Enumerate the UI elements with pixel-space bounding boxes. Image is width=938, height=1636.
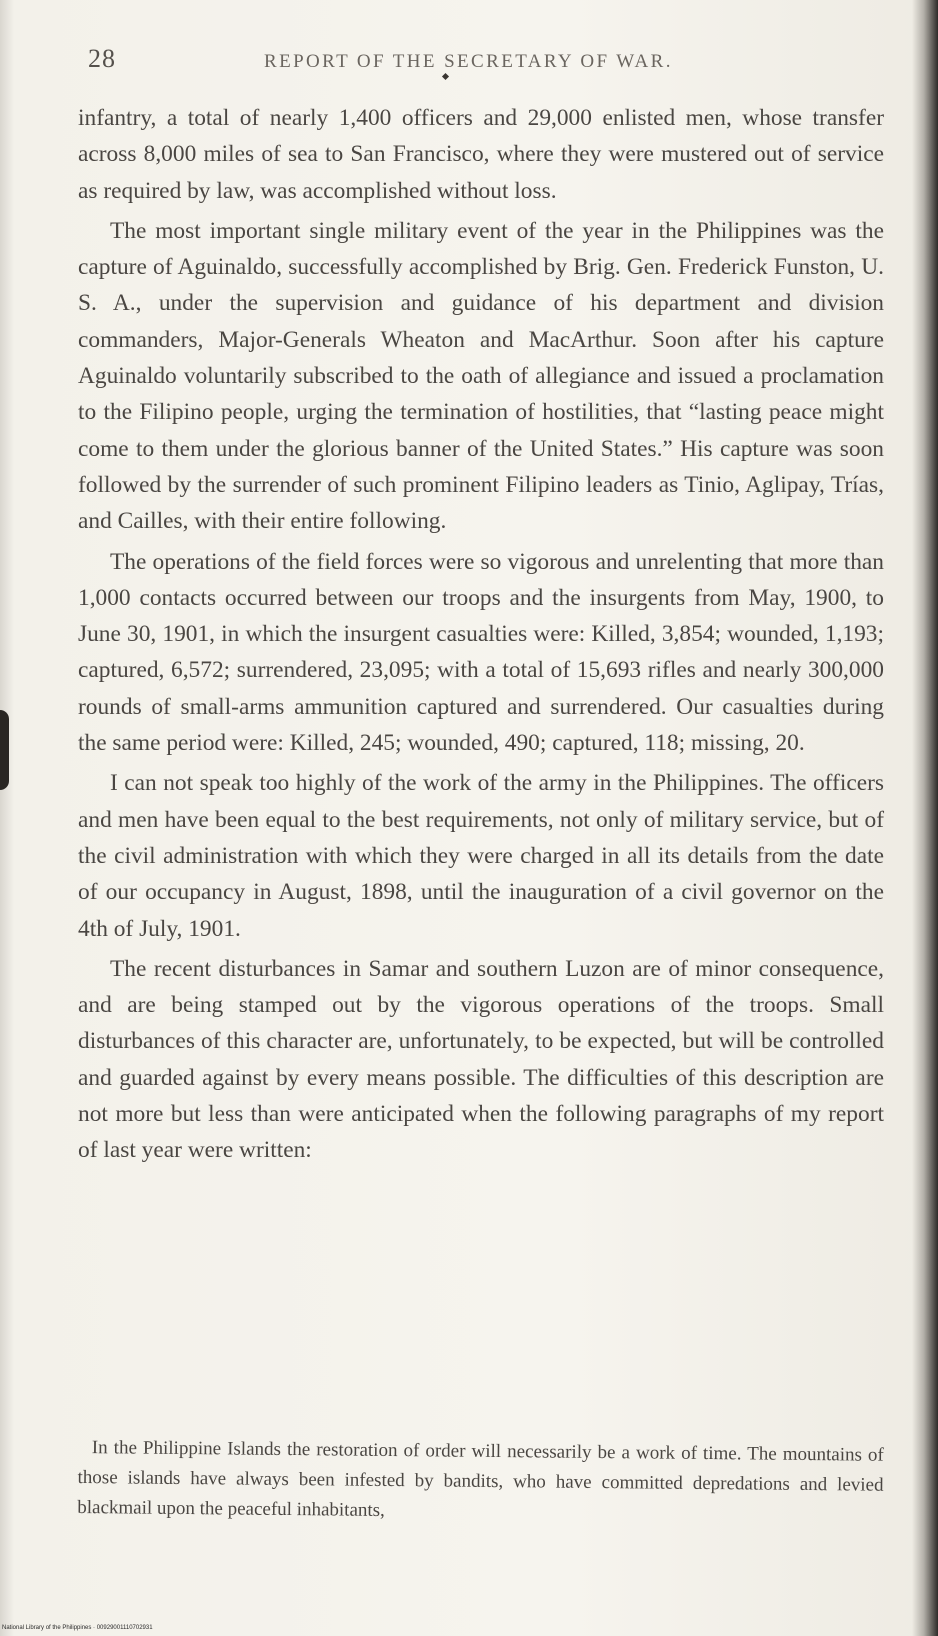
binding-shadow — [912, 0, 938, 1636]
binding-notch — [0, 710, 9, 790]
paragraph-aguinaldo-capture: The most important single military event of the year in the Philippines was the capture of Aguinaldo, successfully accomplished by Brig. Gen. Frederick Funston, U. S. A., under the supervision and guidance of his department and division commanders, Major-Generals Wheaton and MacArthur. Soon after his capture Aguinaldo voluntarily subscribed to the oath of allegiance and issued a proclamation to the Filipino people, urging the termination of hostilities, that “lasting peace might come to them under the glorious banner of the United States.” His capture was soon followed by the surrender of such prominent Filipino leaders as Tinio, Aglipay, Trías, and Cailles, with their entire following. — [78, 217, 884, 535]
paragraph-continuation: infantry, a total of nearly 1,400 officers and 29,000 enlisted men, whose transfer across 8,000 miles of sea to San Francisco, where they were mustered out of service as required by law, was accomplished without loss. — [78, 105, 884, 204]
header-ornament — [442, 73, 449, 80]
paragraph-recent-disturbances: The recent disturbances in Samar and southern Luzon are of minor consequence, and are being stamped out by the vigorous operations of the troops. Small disturbances of this character are, unfortunately, to be expected, but will be controlled and guarded against by every means possible. The difficulties of this description are not more but less than were anticipated when the following paragraphs of my report of last year were written: — [78, 955, 884, 1164]
page-header — [88, 44, 878, 78]
paragraph-field-operations: The operations of the field forces were so vigorous and unrelenting that more than 1,000 contacts occurred between our troops and the insurgents from May, 1900, to June 30, 1901, in which the insurgent casualties were: Killed, 3,854; wounded, 1,193; captured, 6,572; surrendered, 23,095; with a total of 15,693 rifles and nearly 300,000 rounds of small-arms ammunition captured and surrendered. Our casualties during the same period were: Killed, 245; wounded, 490; captured, 118; missing, 20. — [78, 548, 884, 757]
body-text — [78, 100, 884, 1173]
scan-footer: National Library of the Philippines · 00929001110702931 — [2, 1625, 153, 1631]
block-quote: In the Philippine Islands the restoration of order will necessarily be a work of time. The mountains of those islands have always been infested by bandits, who have committed depredations and levied blackmail upon the peaceful inhabitants, — [77, 1437, 884, 1521]
page-number: 28 — [88, 44, 116, 73]
running-head: REPORT OF THE SECRETARY OF WAR. — [264, 51, 673, 72]
paragraph-army-praise: I can not speak too highly of the work of the army in the Philippines. The officers and men have been equal to the best requirements, not only of military service, but of the civil administration with which they were charged in all its details from the date of our occupancy in August, 1898, until the inauguration of a civil governor on the 4th of July, 1901. — [78, 770, 884, 942]
